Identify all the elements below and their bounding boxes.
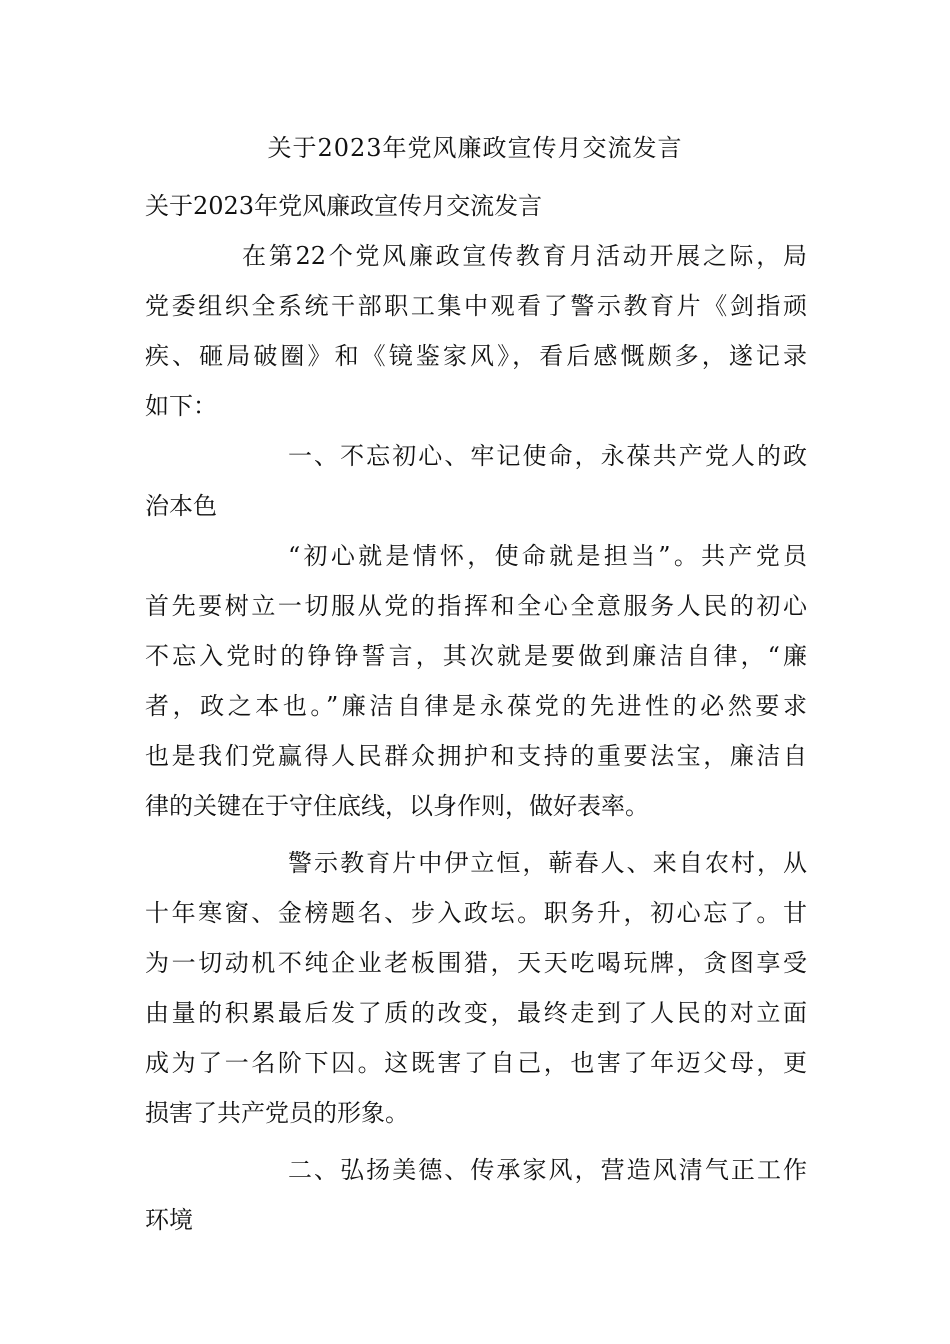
paragraph-line: 为一切动机不纯企业老板围猎，天天吃喝玩牌，贪图享受 [145, 949, 807, 977]
paragraph-line: 疾、砸局破圈》和《镜鉴家风》，看后感慨颇多，遂记录 [145, 342, 807, 370]
paragraph-line: 如下： [145, 392, 217, 420]
paragraph-line: 首先要树立一切服从党的指挥和全心全意服务人民的初心 [145, 592, 807, 620]
paragraph-line: 律的关键在于守住底线，以身作则，做好表率。 [145, 792, 649, 820]
paragraph-line: 不忘入党时的铮铮誓言，其次就是要做到廉洁自律，“廉 [145, 642, 807, 670]
paragraph-line: 成为了一名阶下囚。这既害了自己，也害了年迈父母，更 [145, 1049, 807, 1077]
section-heading-line: 二、弘扬美德、传承家风，营造风清气正工作 [288, 1156, 807, 1184]
paragraph-line: “初心就是情怀，使命就是担当”。共产党员 [288, 542, 807, 570]
paragraph-line: 也是我们党赢得人民群众拥护和支持的重要法宝，廉洁自 [145, 742, 807, 770]
body-heading: 关于2023年党风廉政宣传月交流发言 [145, 192, 543, 220]
document-body [145, 181, 807, 1245]
document-title: 关于2023年党风廉政宣传月交流发言 [267, 134, 683, 162]
section-heading-line: 一、不忘初心、牢记使命，永葆共产党人的政 [288, 442, 807, 470]
paragraph-line: 警示教育片中伊立恒，蕲春人、来自农村，从 [288, 849, 807, 877]
paragraph-line: 者，政之本也。”廉洁自律是永葆党的先进性的必然要求 [145, 692, 807, 720]
paragraph-line: 十年寒窗、金榜题名、步入政坛。职务升，初心忘了。甘 [145, 899, 807, 927]
section-heading-line: 环境 [145, 1206, 193, 1234]
paragraph-line: 损害了共产党员的形象。 [145, 1099, 409, 1127]
section-heading-line: 治本色 [145, 492, 217, 520]
paragraph-line: 由量的积累最后发了质的改变，最终走到了人民的对立面 [145, 999, 807, 1027]
paragraph-line: 党委组织全系统干部职工集中观看了警示教育片《剑指顽 [145, 292, 807, 320]
paragraph-line: 在第22个党风廉政宣传教育月活动开展之际，局 [242, 242, 807, 270]
